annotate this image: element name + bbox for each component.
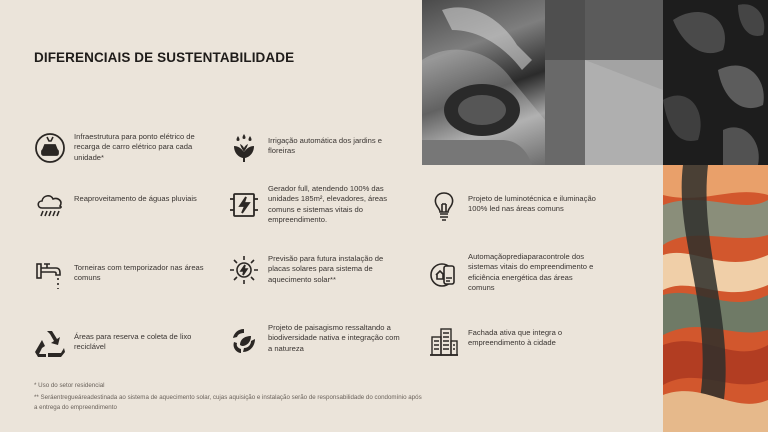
feature-faucets: [34, 258, 214, 290]
feature-text: Áreas para reserva e coleta de lixo reciclável: [74, 332, 192, 352]
page-title: DIFERENCIAIS DE SUSTENTABILIDADE: [34, 50, 295, 65]
smart-home-phone-icon: [428, 258, 460, 290]
feature-text: Torneiras com temporizador nas áreas comuns: [74, 263, 204, 283]
feature-generator: [228, 184, 400, 225]
irrigation-plant-icon: [228, 132, 260, 164]
ev-charging-photo: [422, 0, 545, 165]
feature-text: Gerador full, atendendo 100% das unidades 185m², elevadores, áreas comuns e sistemas vitais do empreendimento.: [268, 184, 388, 224]
feature-text: Irrigação automática dos jardins e floreiras: [268, 136, 382, 156]
feature-irrigation: [228, 132, 398, 164]
feature-rainwater: [34, 190, 214, 222]
recycle-icon: [34, 328, 66, 360]
footnote-solar-cont: a entrega do empreendimento: [34, 404, 117, 412]
feature-text: Projeto de paisagismo ressaltando a biodiversidade nativa e integração com a natureza: [268, 323, 400, 353]
feature-ev-charging: [34, 132, 214, 164]
light-bulb-icon: [428, 190, 460, 222]
feature-text: Fachada ativa que integra o empreendimento à cidade: [468, 328, 563, 348]
green-building-icon: [428, 325, 460, 357]
feature-recycling: [34, 328, 214, 360]
feature-automation: [428, 252, 600, 293]
abstract-artwork: [663, 165, 768, 432]
generator-icon: [228, 188, 260, 220]
solar-sun-icon: [228, 254, 260, 286]
feature-solar: [228, 254, 400, 286]
feature-lighting: [428, 190, 598, 222]
ev-charger-car-icon: [34, 132, 66, 164]
feature-landscaping: [228, 323, 400, 357]
feature-text: Previsão para futura instalação de placas solares para sistema de aquecimento solar**: [268, 254, 384, 284]
faucet-icon: [34, 258, 66, 290]
footnotes: [34, 381, 422, 414]
feature-facade: [428, 325, 600, 357]
feature-text: Projeto de luminotécnica e iluminação 100% led nas áreas comuns: [468, 194, 596, 214]
rain-cloud-icon: [34, 190, 66, 222]
tropical-leaves-photo: [663, 0, 768, 165]
feature-text: Infraestrutura para ponto elétrico de recarga de carro elétrico para cada unidade*: [74, 132, 195, 162]
leaf-recycle-icon: [228, 325, 260, 357]
feature-text: Automaçãoprediaparacontrole dos sistemas vitais do empreendimento e eficiência energética das áreas comuns: [468, 252, 594, 292]
feature-text: Reaproveitamento de águas pluviais: [74, 194, 197, 203]
concrete-wall-photo: [545, 0, 663, 165]
footnote-residential: * Uso do setor residencial: [34, 382, 105, 389]
footnote-solar: ** Seráentregueáreadestinada ao sistema de aquecimento solar, cujas aquisição e instalação serão de responsabilidade do condomínio após: [34, 394, 422, 402]
